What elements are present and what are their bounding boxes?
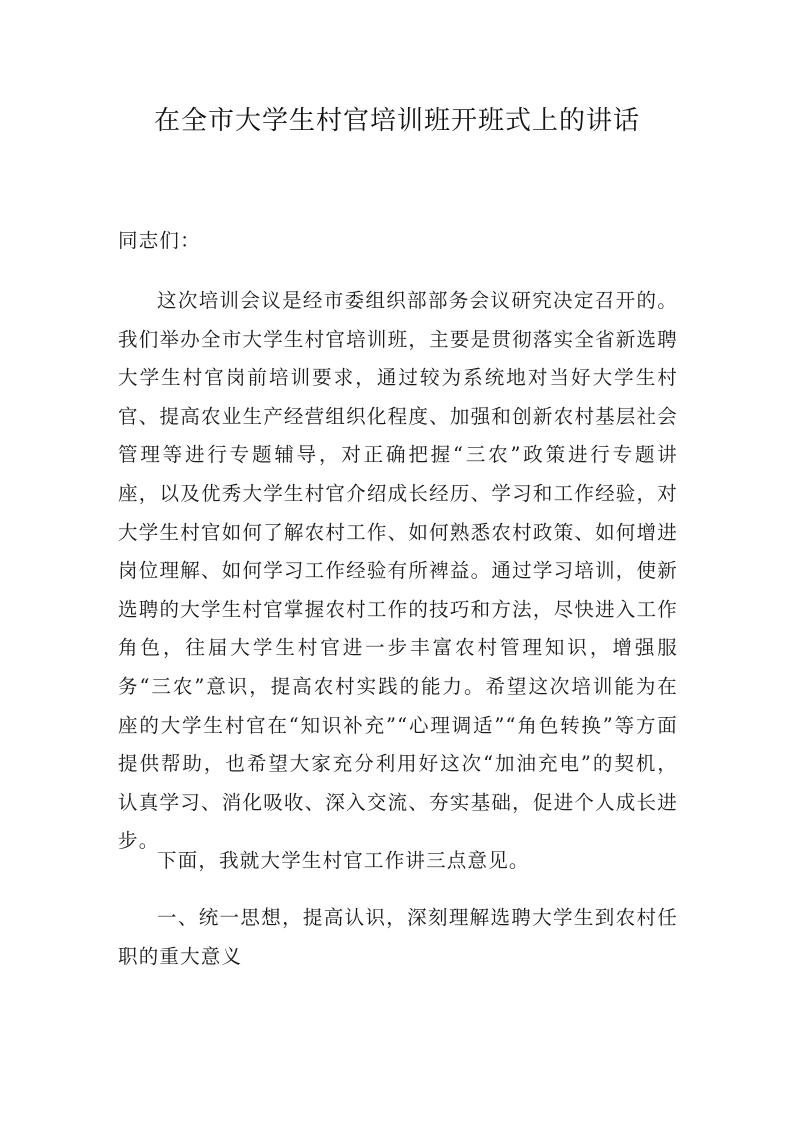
salutation: 同志们： bbox=[118, 229, 201, 252]
document-title: 在全市大学生村官培训班开班式上的讲话 bbox=[153, 106, 640, 136]
paragraph-transition: 下面，我就大学生村官工作讲三点意见。 bbox=[157, 849, 530, 872]
section-heading-one: 一、统一思想，提高认识，深刻理解选聘大学生到农村任职的重大意义 bbox=[118, 906, 678, 968]
paragraph-intro: 这次培训会议是经市委组织部部务会议研究决定召开的。我们举办全市大学生村官培训班，主要是贯彻落实全省新选聘大学生村官岗前培训要求，通过较为系统地对当好大学生村官、提高农业生产经营组织化程度、加强和创新农村基层社会管理等进行专题辅导，对正确把握“三农”政策进行专题讲座，以及优秀大学生村官介绍成长经历、学习和工作经验，对大学生村官如何了解农村工作、如何熟悉农村政策、如何增进岗位理解、如何学习工作经验有所裨益。通过学习培训，使新选聘的大学生村官掌握农村工作的技巧和方法，尽快进入工作角色，往届大学生村官进一步丰富农村管理知识，增强服务“三农”意识，提高农村实践的能力。希望这次培训能为在座的大学生村官在“知识补充”“心理调适”“角色转换”等方面提供帮助，也希望大家充分利用好这次“加油充电”的契机，认真学习、消化吸收、深入交流、夯实基础，促进个人成长进步。 bbox=[118, 289, 678, 853]
